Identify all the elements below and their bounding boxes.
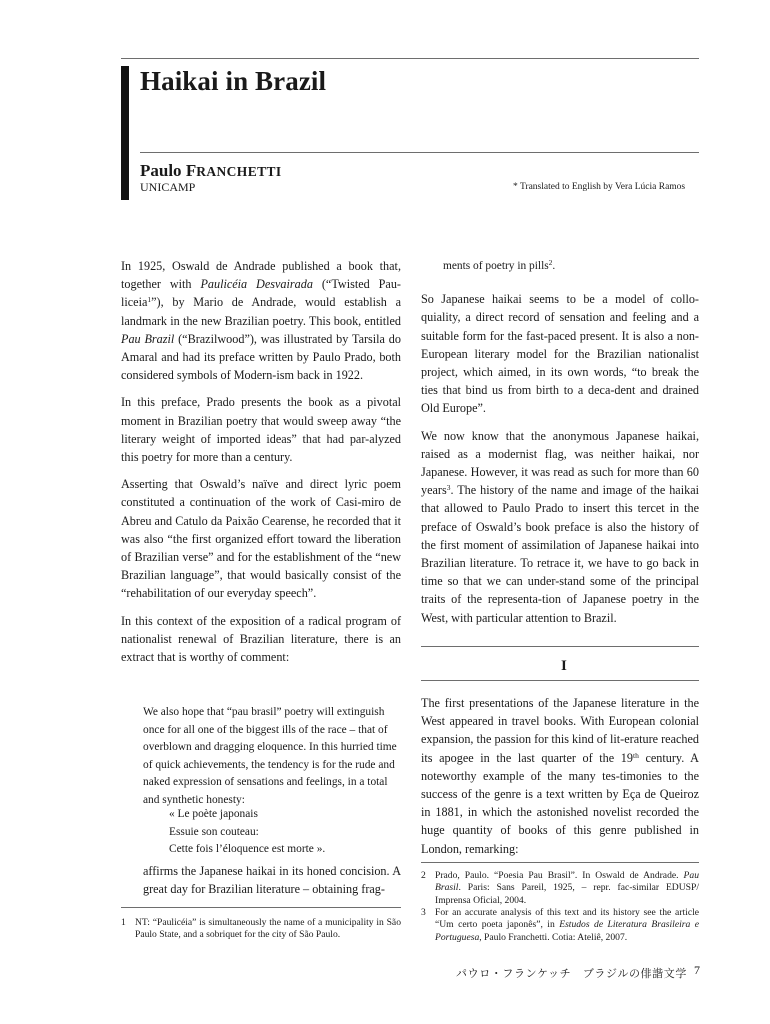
running-title: パウロ・フランケッチ ブラジルの俳諧文学 bbox=[456, 967, 687, 980]
section-rule bbox=[421, 646, 699, 647]
right-column bbox=[421, 257, 699, 636]
page-number: 7 bbox=[694, 963, 700, 977]
poem-line: « Le poète japonais bbox=[169, 808, 258, 820]
block-quote bbox=[143, 704, 401, 809]
paragraph: Asserting that Oswald’s naïve and direct lyric poem constituted a continuation of the work of Casi-miro de Abreu and Catulo da Paixão Cearense, he recorded that it was also “the first organized effort toward the liberation of Brazilian verse” and for the establishment of the “new Brazilian language”, that would basically consist of the “rehabilitation of our everyday speech”. bbox=[121, 477, 401, 601]
paragraph: In this context of the exposition of a radical program of nationalist renewal of Brazilian literature, there is an extract that is worthy of comment: bbox=[121, 613, 401, 665]
title-bar bbox=[121, 66, 129, 200]
paragraph: In 1925, Oswald de Andrade published a book that, together with Paulicéia Desvairada (“Twisted Pau-liceia$^1$”), by Mario de Andrade, would establish a landmark in the new Brazilian poetry. This book, entitled Pau Brazil (“Brazilwood”), was illustrated by Tarsila do Amaral and had its preface written by Paulo Prado, both considered symbols of Modern-ism back in 1922. bbox=[121, 259, 401, 383]
translation-note: * Translated to English by Vera Lúcia Ramos bbox=[513, 182, 686, 192]
continuation-text: affirms the Japanese haikai in its honed concision. A great day for Brazilian literature – obtaining frag- bbox=[143, 864, 401, 896]
poem-line: Essuie son couteau: bbox=[169, 825, 259, 838]
author-name: Paulo FRANCHETTI bbox=[140, 161, 282, 180]
footnote-rule bbox=[421, 862, 699, 863]
paragraph: The first presentations of the Japanese literature in the West appeared in travel books. With European colonial expansion, the passion for this kind of lit-erature reached its apogee in the last quarter of the 19th century. A noteworthy example of the many tes-timonies to the success of the genre is a text written by Eça de Queiroz in 1881, in which the astonished novelist recorded the huge quantity of books of this genre published in London, remarking: bbox=[421, 696, 699, 856]
section-heading: I bbox=[561, 658, 567, 674]
paragraph: ments of poetry in pills$^2$. bbox=[443, 258, 556, 272]
left-column bbox=[121, 257, 401, 675]
article-title: Haikai in Brazil bbox=[140, 66, 327, 96]
quote-text: We also hope that “pau brasil” poetry will extinguish once for all one of the biggest ills of the race – that of overblown and dragging eloquence. In this hurried time of quick achievements, the tendency is for the rude and naked expression of sensations and feelings, in a total and synthetic honesty: bbox=[143, 706, 397, 806]
top-rule bbox=[121, 58, 699, 59]
author-affiliation: UNICAMP bbox=[140, 180, 196, 194]
quoted-poem bbox=[169, 806, 325, 859]
footnote-3: 3 For an accurate analysis of this text and its history see the article “Um certo poeta japonês”, in Estudos de Literatura Brasileira e Portuguesa, Paulo Franchetti. Cotia: Ateliê, 2007. bbox=[421, 907, 699, 943]
right-column-section bbox=[421, 694, 699, 867]
poem-line: Cette fois l’éloquence est morte ». bbox=[169, 843, 326, 855]
paragraph: We now know that the anonymous Japanese haikai, raised as a modernist flag, was neither haikai, nor Japanese. However, it was read as such for more than 60 years$^3$. The history of the name and image of the haikai that allowed to Paulo Prado to insert this tercet in the preface of Oswald’s book preface is also the history of the first moment of assimilation of Japanese haikai into Brazilian literature. To retrace it, we have to go back in time so that we can under-stand some of the principal traits of the representa-tion of Japanese poetry in the West, with particular attention to Brazil. bbox=[421, 428, 699, 625]
footnote-rule bbox=[121, 907, 401, 908]
footnote-1: 1 NT: “Paulicéia” is simultaneously the name of a municipality in São Paulo State, and a sobriquet for the city of São Paulo. bbox=[121, 917, 401, 941]
paragraph: In this preface, Prado presents the book as a pivotal moment in Brazilian poetry that would sweep away “the literary weight of imported ideas” that had par-alyzed this poetry for more than a century. bbox=[121, 395, 401, 465]
section-rule-bottom bbox=[421, 680, 699, 681]
footnote-2: 2 Prado, Paulo. “Poesia Pau Brasil”. In Oswald de Andrade. Pau Brasil. Paris: Sans Pareil, 1925, – repr. fac-similar EDUSP/ Imprensa Oficial, 2004. bbox=[421, 870, 699, 906]
title-rule bbox=[140, 152, 699, 153]
paragraph: So Japanese haikai seems to be a model of collo-quiality, a direct record of sensation and feeling and a suitable form for the fast-paced present. It is also a non-European literary model for the Brazilian nationalist project, which aimed, in its own words, “to break the ties that bind us from birth to a deca-dent and drained Old Europe”. bbox=[421, 292, 699, 416]
